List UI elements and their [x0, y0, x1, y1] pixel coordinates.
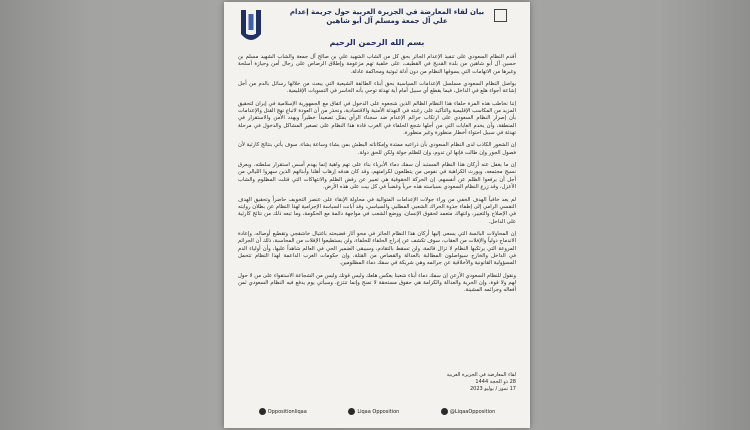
paragraph: لم يعد خافياً الهدف الخفي من وراء جولات الإعدامات المتوالية في محاولة الإبقاء على عنصر التخويف حاضراً وتحقيق الهدف النفسي الرامي إلى إطفاء جذوة الحراك الشعبي المطلبي والسياسي، وقد أبانت السياسة الإجرامية لهذا النظام عن بطلان روايته في الإصلاح والتغيير، وانتهاك متعمد لحقوق الإنسان، ووضع الشعب في مواجهة دائمة مع الحكومة، وما تبعه ذلك من نتائج كارثية على الداخل.: [238, 196, 516, 225]
signature-date-gregorian: 17 تموز / يوليو 2023: [469, 386, 516, 392]
document-header: [224, 2, 530, 54]
paragraph: إن المحاولات البائسة التي يسعى إليها أركان هذا النظام الجائر في محو آثار فضيحته باغتيال خاشقجي وتقطيع أوصاله، وإعادة الاندماج دولياً والإفلات من العقاب، سوف تكشف عن إدراج الحلفاء للحلفاء، ولن يستطيعوا الإفلات من المحاسبة، ذلك أن الجرائم المروعة التي يرتكبها النظام لا تزال قائمة، ولن تسقط بالتقادم، وسيبقى الضمير الحي في العالم شاهداً عليها، وأن أولياء الدم في الداخل والخارج سيواصلون المطالبة بالعدالة والقصاص من القتلة، وإن حكومات الغرب الداعمة لهذا النظام تتحمل المسؤولية القانونية والأخلاقية عن جرائمه وهي شريكة في سفك دماء المظلومين.: [238, 230, 516, 267]
signature-date-hijri: 28 ذو الحجة 1444: [475, 379, 516, 385]
paragraph: أقدم النظام السعودي على تنفيذ الإعدام الجائر بحق كل من الشاب الشهيد علي بن صالح آل جمعة والشاب الشهيد مسلم بن حسين آل أبو شاهين من بلدة القديح في القطيف، على خلفية تهم مزعومة وإطلاق الرصاص على رجال أمن وحيازة أسلحة وغيرها من الاتهامات التي يسوقها النظام من دون أدلة ثبوتية ومحاكمة عادلة.: [238, 54, 516, 75]
social-handle: Oppositionliqaa: [267, 408, 307, 415]
document-body: [238, 54, 516, 300]
paragraph: يواصل النظام السعودي مسلسل الإعدامات السياسية بحق أبناء الطائفة الشيعية التي يبعث من خلالها رسائل بالدم من أجل إشاعة أجواء هلع في الداخل، فيما يقطع أي سبيل أمام أية تهدئة توحي بأنه الخاسر في التسويات الإقليمية.: [238, 81, 516, 95]
social-twitter[interactable]: [441, 408, 495, 415]
social-instagram[interactable]: [259, 408, 307, 415]
facebook-icon: [348, 408, 355, 415]
checkbox[interactable]: [494, 9, 507, 22]
twitter-icon: [441, 408, 448, 415]
document-title: بيان لقاء المعارضة في الجزيرة العربية حول جريمة إعدام علي آل جمعة ومسلم آل أبو شاهين: [289, 8, 485, 25]
social-handle: Liqaa Opposition: [357, 408, 400, 415]
signature-block: [416, 372, 516, 393]
paragraph: ونقول للنظام السعودي الأرعن إن سفك دماء أبناء شعبنا يعكس هلعك وليس قوتك وليس من الشجاعة الاستقواء على من لا حول لهم ولا قوة، وإن الحرية والعدالة والكرامة هي حقوق مستحقة لا تمنح وإنما تنتزع، وسيأتي يوم يدفع فيه النظام السعودي ثمن أفعاله وجرائمه المشينة.: [238, 272, 516, 294]
basmala: بسم الله الرحمن الرحيم: [329, 38, 425, 47]
document-page: [224, 2, 530, 428]
paragraph: إن ما يغفل عنه أركان هذا النظام المستبد أن سفك دماء الأبرياء بناء على تهم واهية إنما يهدم أسس استقرار سلطته، ويعرق نسيج مجتمعه، ويورث الكراهية في نفوس من يتطلعون لكرامتهم، وقد كان هدفه إرهاب أهلنا وأبنائهم الذين سهروا الليالي من أجل أن يرفعوا الظلم عن أنفسهم. إن الحركة الحقوقية هي تعبير عن رفض الظلم والانتهاكات التي قتلت المظلوم والشاب الأعزل، وقد زرع النظام السعودي بسياسته هذه حرباً وغضباً في كل بيت على هذه الأرض.: [238, 162, 516, 191]
instagram-icon: [259, 408, 266, 415]
social-footer: [238, 408, 516, 415]
social-handle: @LiqaaOpposition: [449, 408, 496, 415]
social-facebook[interactable]: [348, 408, 399, 415]
paragraph: إن الشعور الكاذب لدى النظام السعودي بأن ذراعيه ممتدة وإمكاناته البطش بمن يشاء وساعة يشاء، سوف يأتي بنتائج كارثية لأن فصول الجور وإن طالت فإنها لن تدوم، وإن للظلم جولة ولكن للحق دولة.: [238, 142, 516, 156]
paragraph: إننا نخاطب هذه المرة حلفاء هذا النظام الظالم الذين شجعوه على الدخول في اتفاق مع الجمهورية الإسلامية في إيران لتحقيق المزيد من المكاسب الإقليمية والتأكيد على رغبته في التهدئة الأمنية والاقتصادية، ونحذر من أن العودة لاتباع نهج القتل والإعدامات بأن إصرار النظام السعودي على ارتكاب جرائم الإعدام ضد سجناء الرأي يمثل تصعيداً خطيراً ويهدد الأمن والاستقرار في المنطقة، وأن يخدم الغايات التي من أجلها شجع الحلفاء في الغرب قادة هذا النظام على تصغير المشاكل والدخول في مرحلة تهدئة في سبيل احتواء أخطار منظورة وغير منظورة.: [238, 100, 516, 137]
signature-org: لقاء المعارضة في الجزيرة العربية: [446, 372, 516, 378]
